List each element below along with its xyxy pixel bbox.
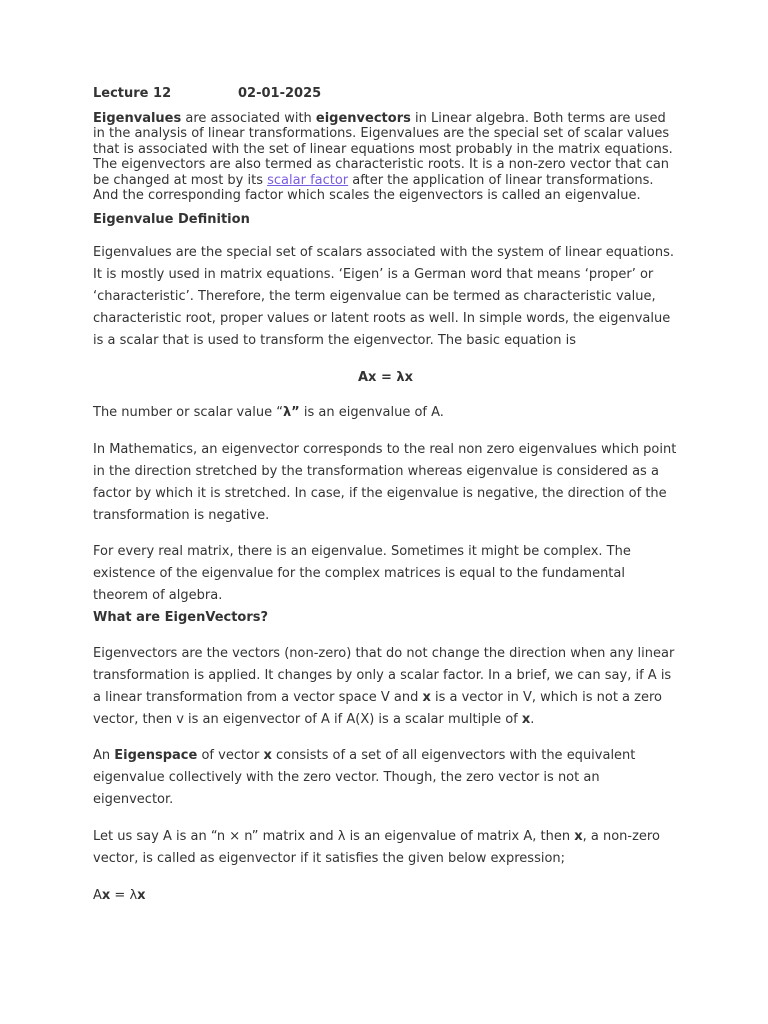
- definition-paragraph: Eigenvalues are the special set of scalars associated with the system of linear equations. It is mostly used in matrix equations. ‘Eigen’ is a German word that means ‘proper’ or ‘characteristic’. Therefore, the term eigenvalue can be termed as characteristic value, characteristic root, proper values or latent roots as well. In simple words, the eigenvalue is a scalar that is used to transform the eigenvector. The basic equation is: [93, 245, 675, 348]
- real-matrix-paragraph: For every real matrix, there is an eigenvalue. Sometimes it might be complex. The existence of the eigenvalue for the complex matrices is equal to the fundamental theorem of algebra.: [93, 544, 631, 603]
- eigenvector-math-paragraph: In Mathematics, an eigenvector corresponds to the real non zero eigenvalues which point in the direction stretched by the transformation whereas eigenvalue is considered as a factor by which it is stretched. In case, if the eigenvalue is negative, the direction of the transformation is negative.: [93, 442, 677, 523]
- matrix-paragraph: Let us say A is an “n × n” matrix and λ is an eigenvalue of matrix A, then x, a non-zero vector, is called as eigenvector if it satisfies the given below expression;: [93, 829, 660, 866]
- lecture-date: 02-01-2025: [238, 86, 322, 101]
- final-equation: Ax = λx: [93, 888, 146, 903]
- eigenvectors-paragraph: Eigenvectors are the vectors (non-zero) that do not change the direction when any linear transformation is applied. It changes by only a scalar factor. In a brief, we can say, if A is a linear transformation from a vector space V and x is a vector in V, which is not a zero vector, then v is an eigenvector of A if A(X) is a scalar multiple of x.: [93, 646, 675, 727]
- intro-paragraph: Eigenvalues are associated with eigenvectors in Linear algebra. Both terms are used in the analysis of linear transformations. Eigenvalues are the special set of scalar values that is associated with the set of linear equations most probably in the matrix equations. The eigenvectors are also termed as characteristic roots. It is a non-zero vector that can be changed at most by its scalar factor after the application of linear transformations. And the corresponding factor which scales the eigenvectors is called an eigenvalue.: [93, 111, 673, 204]
- term-eigenspace: Eigenspace: [114, 748, 198, 763]
- scalar-value-sentence: The number or scalar value “λ” is an eigenvalue of A.: [93, 405, 444, 420]
- heading-eigenvalue-definition: Eigenvalue Definition: [93, 212, 250, 227]
- lecture-title: Lecture 12: [93, 86, 172, 101]
- heading-what-are-eigenvectors: What are EigenVectors?: [93, 610, 269, 625]
- term-eigenvectors: eigenvectors: [315, 111, 411, 126]
- eigenspace-paragraph: An Eigenspace of vector x consists of a set of all eigenvectors with the equivalent eigenvalue collectively with the zero vector. Though, the zero vector is not an eigenvector.: [93, 748, 636, 807]
- term-eigenvalues: Eigenvalues: [93, 111, 182, 126]
- basic-equation: Ax = λx: [357, 370, 413, 385]
- scalar-factor-link[interactable]: scalar factor: [267, 172, 349, 188]
- lecture-header: [93, 86, 678, 101]
